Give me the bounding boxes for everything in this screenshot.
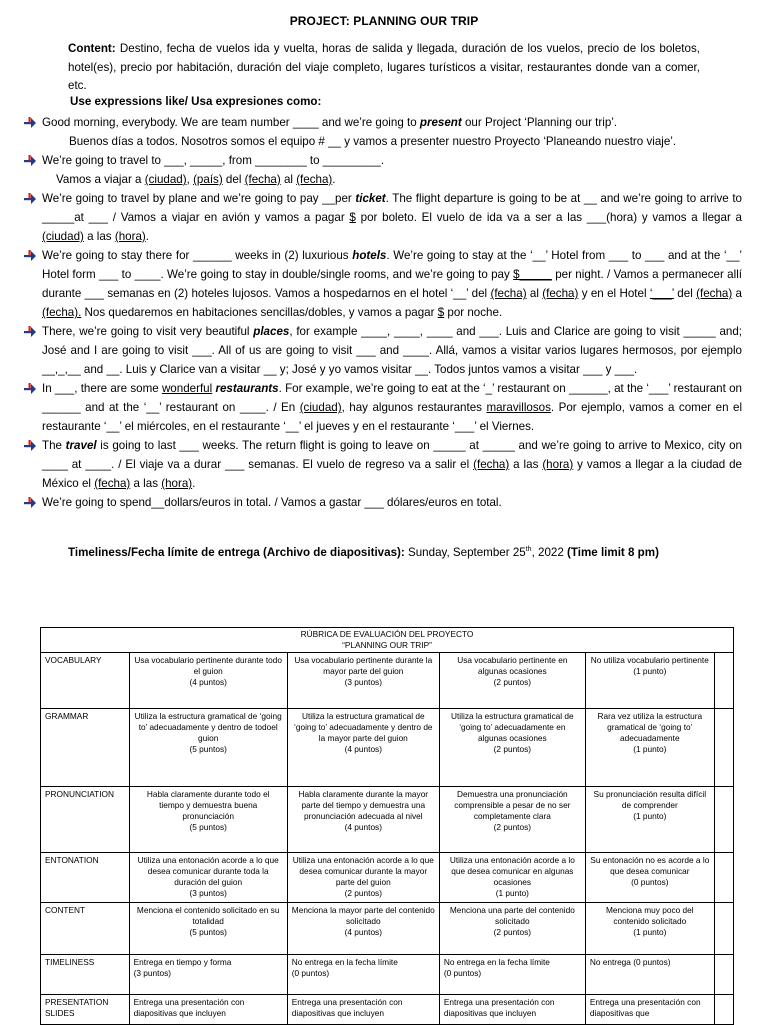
rubric-criterion: CONTENT	[41, 903, 130, 955]
rubric-criterion: PRESENTATION SLIDES	[41, 995, 130, 1025]
rubric-score-cell	[714, 653, 733, 709]
rubric-cell: Utiliza una entonación acorde a lo que desea comunicar en algunas ocasiones (1 punto)	[439, 853, 585, 903]
rubric-row	[41, 955, 734, 995]
page-title: PROJECT: PLANNING OUR TRIP	[289, 14, 479, 28]
arrow-bullet-icon	[24, 117, 37, 129]
rubric-score-cell	[714, 903, 733, 955]
expression-list	[24, 113, 742, 512]
arrow-bullet-icon	[24, 250, 37, 262]
rubric-cell: No entrega (0 puntos)	[585, 955, 714, 995]
rubric-score-cell	[714, 787, 733, 853]
arrow-bullet-icon	[24, 383, 37, 395]
rubric-cell: Menciona la mayor parte del contenido solicitado (4 puntos)	[287, 903, 439, 955]
arrow-bullet-icon	[24, 326, 37, 338]
rubric-cell: Utiliza la estructura gramatical de ‘going to’ adecuadamente y dentro de todoel guion (5 puntos)	[129, 709, 287, 787]
arrow-bullet-icon	[24, 193, 37, 205]
rubric-criterion: GRAMMAR	[41, 709, 130, 787]
content-paragraph	[68, 40, 700, 96]
rubric-cell: Utiliza una entonación acorde a lo que desea comunicar durante toda la duración del guion (3 puntos)	[129, 853, 287, 903]
deadline-line	[68, 546, 748, 559]
deadline-label: Timeliness/Fecha límite de entrega (Archivo de diapositivas):	[68, 546, 405, 559]
rubric-row	[41, 787, 734, 853]
rubric-cell: Usa vocabulario pertinente en algunas ocasiones (2 puntos)	[439, 653, 585, 709]
rubric-score-cell	[714, 853, 733, 903]
use-expressions-heading: Use expressions like/ Usa expresiones como:	[70, 95, 322, 108]
rubric-row	[41, 653, 734, 709]
rubric-row	[41, 903, 734, 955]
bullet-flight: We’re going to travel by plane and we’re going to pay __per ticket. The flight departure is going to be at __ and we’re going to arrive to _____at ___ / Vamos a viajar en avión y vamos a pagar $ por boleto. El vuelo de ida va a ser a las ___(hora) y vamos a llegar a (ciudad) a las (hora).	[24, 189, 742, 246]
rubric-row	[41, 853, 734, 903]
bullet-budget: We’re going to spend__dollars/euros in total. / Vamos a gastar ___ dólares/euros en total.	[24, 493, 742, 512]
bullet-greeting-translation: Buenos días a todos. Nosotros somos el equipo # __ y vamos a presenter nuestro Proyecto ‘Planeando nuestro viaje’.	[69, 135, 677, 148]
rubric-cell: Utiliza la estructura gramatical de ‘going to’ adecuadamente en algunas ocasiones (2 puntos)	[439, 709, 585, 787]
rubric-criterion: ENTONATION	[41, 853, 130, 903]
rubric-cell: Entrega una presentación con diapositivas que incluyen	[439, 995, 585, 1025]
content-label: Content:	[68, 42, 116, 55]
rubric-criterion: TIMELINESS	[41, 955, 130, 995]
rubric-cell: No utiliza vocabulario pertinente (1 punto)	[585, 653, 714, 709]
rubric-score-cell	[714, 995, 733, 1025]
rubric-cell: Usa vocabulario pertinente durante todo el guion (4 puntos)	[129, 653, 287, 709]
bullet-places: There, we’re going to visit very beautiful places, for example ____, ____, ____ and ___. Luis and Clarice are going to visit _____ and; José and I are going to visit ___. All of us are going to visit ___ and ____. Allá, vamos a visitar varios lugares hermosos, por ejemplo __,_,__ and __. Luis y Clarice van a visitar __ y; José y yo vamos visitar __. Todos juntos vamos a visitar ___ y ___.	[24, 322, 742, 379]
rubric-score-cell	[714, 955, 733, 995]
deadline-time: (Time limit 8 pm)	[567, 546, 659, 559]
bullet-return: The travel is going to last ___ weeks. The return flight is going to leave on _____ at _____ and we’re going to arrive to Mexico, city on ____ at ____. / El viaje va a durar ___ semanas. El vuelo de regreso va a salir el (fecha) a las (hora) y vamos a llegar a la ciudad de México el (fecha) a las (hora).	[24, 436, 742, 493]
rubric-cell: Rara vez utiliza la estructura gramatical de ‘going to’ adecuadamente (1 punto)	[585, 709, 714, 787]
arrow-bullet-icon	[24, 440, 37, 452]
bullet-hotels: We’re going to stay there for ______ weeks in (2) luxurious hotels. We’re going to stay at the ‘__’ Hotel from ___ to ___ and at the ‘__’ Hotel form ___ to ____. We’re going to stay in double/single rooms, and we’re going to pay $_____ per night. / Vamos a permanecer allí durante ___ semanas en (2) hoteles lujosos. Vamos a hospedarnos en el hotel ‘__’ del (fecha) al (fecha) y en el Hotel ‘___’ del (fecha) a (fecha). Nos quedaremos en habitaciones sencillas/dobles, y vamos a pagar $ por noche.	[24, 246, 742, 322]
rubric-cell: Utiliza la estructura gramatical de ‘going to’ adecuadamente y dentro de la mayor parte del guion (4 puntos)	[287, 709, 439, 787]
bullet-destination: We’re going to travel to ___, _____, from ________ to _________.	[24, 151, 742, 170]
rubric-cell: Usa vocabulario pertinente durante la mayor parte del guion (3 puntos)	[287, 653, 439, 709]
rubric-cell: Habla claramente durante la mayor parte del tiempo y demuestra una pronunciación adecuada al nivel (4 puntos)	[287, 787, 439, 853]
rubric-body	[41, 653, 734, 1025]
rubric-cell: Menciona muy poco del contenido solicitado (1 punto)	[585, 903, 714, 955]
rubric-cell: Entrega una presentación con diapositivas que	[585, 995, 714, 1025]
rubric-cell: Menciona el contenido solicitado en su totalidad (5 puntos)	[129, 903, 287, 955]
content-text: Destino, fecha de vuelos ida y vuelta, horas de salida y llegada, duración de los vuelos, precio de los boletos, hotel(es), precio por habitación, duración del viaje completo, lugares turísticos a visitar, restaurantes donde van a comer, etc.	[68, 42, 700, 92]
bullet-greeting: Good morning, everybody. We are team number ____ and we’re going to present our Project ‘Planning our trip’.	[24, 113, 742, 132]
rubric-cell: Su pronunciación resulta difícil de comprender (1 punto)	[585, 787, 714, 853]
rubric-header-row	[41, 628, 734, 653]
bullet-destination-translation: Vamos a viajar a (ciudad), (país) del (fecha) al (fecha).	[56, 173, 336, 186]
rubric-cell: Habla claramente durante todo el tiempo y demuestra buena pronunciación (5 puntos)	[129, 787, 287, 853]
rubric-row	[41, 709, 734, 787]
rubric-header: RÚBRICA DE EVALUACIÓN DEL PROYECTO “PLANNING OUR TRIP”	[41, 628, 734, 653]
rubric-cell: Utiliza una entonación acorde a lo que desea comunicar durante la mayor parte del guion (2 puntos)	[287, 853, 439, 903]
bullet-restaurants: In ___, there are some wonderful restaurants. For example, we’re going to eat at the ‘_’ restaurant on ______, at the ‘___’ restaurant on ______ and at the ‘__’ restaurant on ____. / En (ciudad), hay algunos restaurantes maravillosos. Por ejemplo, vamos a comer en el restaurante ‘__’ el miércoles, en el restaurante ‘__’ el jueves y en el restaurante ‘___’ el Viernes.	[24, 379, 742, 436]
arrow-bullet-icon	[24, 497, 37, 509]
rubric-criterion: VOCABULARY	[41, 653, 130, 709]
rubric-cell: No entrega en la fecha límite (0 puntos)	[439, 955, 585, 995]
rubric-cell: Entrega una presentación con diapositivas que incluyen	[287, 995, 439, 1025]
rubric-table	[40, 627, 734, 1025]
rubric-cell: Entrega una presentación con diapositivas que incluyen	[129, 995, 287, 1025]
rubric-cell: Demuestra una pronunciación comprensible a pesar de no ser completamente clara (2 puntos)	[439, 787, 585, 853]
rubric-cell: Entrega en tiempo y forma (3 puntos)	[129, 955, 287, 995]
rubric-cell: No entrega en la fecha límite (0 puntos)	[287, 955, 439, 995]
rubric-row	[41, 995, 734, 1025]
deadline-date: Sunday, September 25th, 2022	[404, 546, 568, 559]
rubric-score-cell	[714, 709, 733, 787]
rubric-cell: Su entonación no es acorde a lo que desea comunicar (0 puntos)	[585, 853, 714, 903]
arrow-bullet-icon	[24, 155, 37, 167]
rubric-cell: Menciona una parte del contenido solicitado (2 puntos)	[439, 903, 585, 955]
rubric-criterion: PRONUNCIATION	[41, 787, 130, 853]
